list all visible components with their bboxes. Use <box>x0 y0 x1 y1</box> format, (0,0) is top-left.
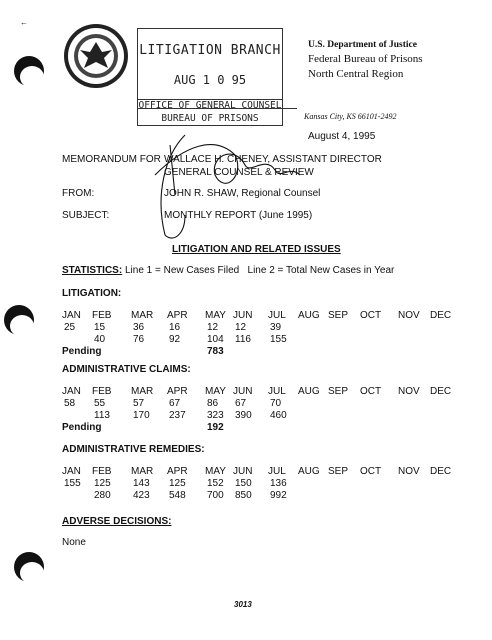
month-header: MAR <box>131 386 154 397</box>
line2-value: 850 <box>235 490 252 501</box>
month-header: FEB <box>92 386 112 397</box>
month-header: MAY <box>205 386 226 397</box>
page-number: 3013 <box>234 600 252 609</box>
line2-value: 170 <box>133 410 150 421</box>
office-address: Kansas City, KS 66101-2492 <box>304 112 397 121</box>
line1-value: 125 <box>169 478 186 489</box>
line1-value: 58 <box>64 398 76 409</box>
punch-hole-middle <box>4 305 34 335</box>
month-header: JUN <box>233 386 253 397</box>
stamp-office: OFFICE OF GENERAL COUNSEL <box>138 100 282 111</box>
received-stamp <box>137 28 283 126</box>
pending-value: 783 <box>207 346 224 357</box>
month-header: JAN <box>62 386 81 397</box>
month-header: SEP <box>328 310 349 321</box>
month-header: AUG <box>298 310 320 321</box>
line1-value: 16 <box>169 322 181 333</box>
line1-value: 70 <box>270 398 282 409</box>
month-header: JUN <box>233 466 253 477</box>
region-name: North Central Region <box>308 68 404 80</box>
memo-subject-label: SUBJECT: <box>62 210 110 221</box>
stamp-title: LITIGATION BRANCH <box>139 43 281 58</box>
month-header: OCT <box>360 386 382 397</box>
line2-value: 460 <box>270 410 287 421</box>
month-header: JAN <box>62 466 81 477</box>
month-header: OCT <box>360 466 382 477</box>
line2-value: 280 <box>94 490 111 501</box>
line2-value: 423 <box>133 490 150 501</box>
handwritten-signature <box>125 115 335 255</box>
month-header: DEC <box>430 466 452 477</box>
month-header: MAY <box>205 310 226 321</box>
month-header: SEP <box>328 466 349 477</box>
month-header: JUL <box>268 386 286 397</box>
stamp-date: AUG 1 0 95 <box>173 73 247 87</box>
line2-value: 104 <box>207 334 224 345</box>
month-header: NOV <box>398 310 420 321</box>
line2-value: 40 <box>94 334 106 345</box>
line2-value: 237 <box>169 410 186 421</box>
line2-value: 548 <box>169 490 186 501</box>
month-header: MAR <box>131 466 154 477</box>
memo-from-value: JOHN R. SHAW, Regional Counsel <box>164 188 321 199</box>
pending-label: Pending <box>62 346 102 357</box>
month-header: NOV <box>398 386 420 397</box>
month-header: JUL <box>268 466 286 477</box>
month-header: DEC <box>430 386 452 397</box>
line1-value: 136 <box>270 478 287 489</box>
line1-value: 150 <box>235 478 252 489</box>
month-header: FEB <box>92 310 112 321</box>
line2-value: 116 <box>235 334 251 345</box>
month-header: APR <box>167 466 188 477</box>
month-header: MAY <box>205 466 226 477</box>
line2-value: 992 <box>270 490 287 501</box>
line1-value: 86 <box>207 398 219 409</box>
month-header: JUN <box>233 310 253 321</box>
line1-value: 57 <box>133 398 145 409</box>
memo-subject-value: MONTHLY REPORT (June 1995) <box>164 210 313 221</box>
month-header: JUL <box>268 310 286 321</box>
line2-value: 76 <box>133 334 145 345</box>
month-header: APR <box>167 386 188 397</box>
line2-value: 390 <box>235 410 252 421</box>
month-header: FEB <box>92 466 112 477</box>
bureau-name: Federal Bureau of Prisons <box>308 53 423 65</box>
month-header: DEC <box>430 310 452 321</box>
month-header: NOV <box>398 466 420 477</box>
line1-value: 125 <box>94 478 111 489</box>
department-name: U.S. Department of Justice <box>308 40 417 50</box>
statistics-label: STATISTICS: <box>62 265 123 276</box>
line1-value: 143 <box>133 478 150 489</box>
section-title: ADMINISTRATIVE CLAIMS: <box>62 364 191 375</box>
statistics-legend: Line 1 = New Cases Filed Line 2 = Total New Cases in Year <box>124 265 395 276</box>
month-header: MAR <box>131 310 154 321</box>
adverse-decisions-heading: ADVERSE DECISIONS: <box>62 516 172 527</box>
doj-seal-icon <box>62 22 130 90</box>
letterhead-rule <box>137 108 297 109</box>
line1-value: 12 <box>207 322 219 333</box>
month-header: SEP <box>328 386 349 397</box>
memo-for-label: MEMORANDUM FOR <box>62 154 161 165</box>
line2-value: 92 <box>169 334 181 345</box>
line1-value: 12 <box>235 322 247 333</box>
line2-value: 700 <box>207 490 224 501</box>
arrow-mark: ← <box>20 18 28 27</box>
punch-hole-bottom <box>14 552 44 582</box>
line1-value: 55 <box>94 398 106 409</box>
line2-value: 155 <box>270 334 287 345</box>
line1-value: 36 <box>133 322 145 333</box>
month-header: JAN <box>62 310 81 321</box>
month-header: OCT <box>360 310 382 321</box>
pending-value: 192 <box>207 422 224 433</box>
line1-value: 152 <box>207 478 224 489</box>
month-header: AUG <box>298 466 320 477</box>
line1-value: 67 <box>169 398 181 409</box>
line2-value: 323 <box>207 410 224 421</box>
memo-for-name: WALLACE H. CHENEY, ASSISTANT DIRECTOR <box>164 154 382 165</box>
pending-label: Pending <box>62 422 102 433</box>
main-heading: LITIGATION AND RELATED ISSUES <box>172 244 341 255</box>
punch-hole-top <box>14 56 44 86</box>
memo-from-label: FROM: <box>62 188 95 199</box>
line1-value: 155 <box>64 478 81 489</box>
section-title: ADMINISTRATIVE REMEDIES: <box>62 444 205 455</box>
memo-for-title: GENERAL COUNSEL & REVIEW <box>164 167 314 178</box>
line1-value: 67 <box>235 398 247 409</box>
line1-value: 15 <box>94 322 106 333</box>
memo-date: August 4, 1995 <box>308 131 376 142</box>
section-title: LITIGATION: <box>62 288 122 299</box>
adverse-decisions-value: None <box>62 537 86 548</box>
stamp-bureau: BUREAU OF PRISONS <box>161 113 259 124</box>
month-header: APR <box>167 310 188 321</box>
line1-value: 39 <box>270 322 282 333</box>
line1-value: 25 <box>64 322 76 333</box>
line2-value: 113 <box>94 410 110 421</box>
month-header: AUG <box>298 386 320 397</box>
